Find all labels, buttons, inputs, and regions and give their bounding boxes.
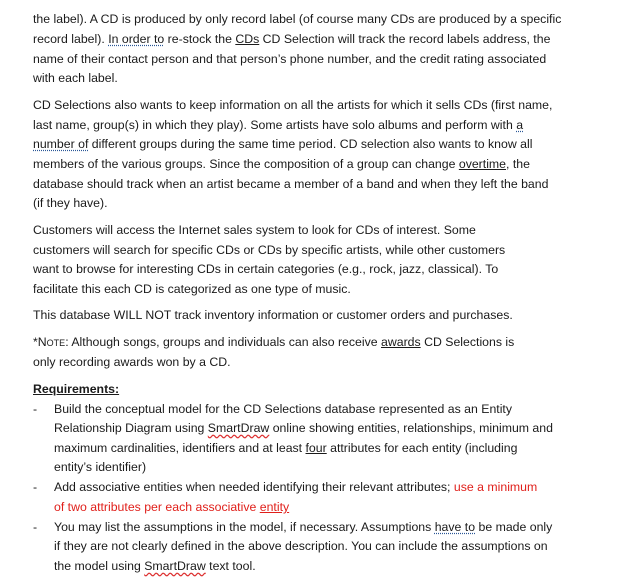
text: with each label. xyxy=(33,71,118,85)
text: the model using xyxy=(54,559,145,573)
bullet-dash: - xyxy=(33,520,38,534)
p2-line-6 xyxy=(33,194,108,214)
text-underlined: awards xyxy=(381,335,421,349)
highlight-text: use a minimum xyxy=(453,480,538,494)
p5-line-2 xyxy=(33,353,231,373)
req3-line-2 xyxy=(54,537,548,557)
req1-line-3 xyxy=(54,439,517,459)
p1-line-1 xyxy=(33,10,561,30)
text: Customers will access the Internet sales system to look for CDs of interest. Some xyxy=(33,223,476,237)
p1-line-2 xyxy=(33,30,550,50)
note-label: Note xyxy=(37,335,66,349)
text: entity’s identifier) xyxy=(54,460,147,474)
text: record label). xyxy=(33,32,109,46)
spelling-flag[interactable]: SmartDraw xyxy=(144,559,206,573)
p2-line-1 xyxy=(33,96,552,116)
text: if they are not clearly defined in the above description. You can include the assumptions on xyxy=(54,539,548,553)
req1-line-1 xyxy=(54,400,512,420)
bullet-dash: - xyxy=(33,480,38,494)
text: facilitate this each CD is categorized as one type of music. xyxy=(33,282,351,296)
text: online showing entities, relationships, minimum and xyxy=(269,421,553,435)
p3-line-1 xyxy=(33,221,476,241)
text: text tool. xyxy=(205,559,256,573)
text: members of the various groups. Since the composition of a group can change xyxy=(33,157,459,171)
text: last name, group(s) in which they play). Some artists have solo albums and perform with xyxy=(33,118,517,132)
text: be made only xyxy=(475,520,553,534)
text: This database WILL NOT track inventory information or customer orders and purchases. xyxy=(33,308,513,322)
requirements-heading xyxy=(33,380,119,400)
p3-line-2 xyxy=(33,241,505,261)
p2-line-5 xyxy=(33,175,548,195)
highlight-text: of two attributes per each associative xyxy=(54,500,260,514)
text: (if they have). xyxy=(33,196,108,210)
text: CD Selections also wants to keep information on all the artists for which it sells CDs (first name, xyxy=(33,98,553,112)
text: name of their contact person and that person’s phone number, and the credit rating associated xyxy=(33,52,547,66)
text-underlined: four xyxy=(305,441,327,455)
text: the label). A CD is produced by only record label (of course many CDs are produced by a specific xyxy=(33,12,562,26)
p5-line-1 xyxy=(33,333,514,353)
p4-line-1 xyxy=(33,306,513,326)
req2-line-2 xyxy=(54,498,289,518)
text-underlined: overtime xyxy=(458,157,507,171)
text: Build the conceptual model for the CD Selections database represented as an Entity xyxy=(54,402,512,416)
text: different groups during the same time period. CD selection also wants to know all xyxy=(88,137,533,151)
text: : Although songs, groups and individuals can also receive xyxy=(65,335,382,349)
heading: Requirements: xyxy=(33,382,120,396)
p2-line-3 xyxy=(33,135,532,155)
spelling-flag[interactable]: SmartDraw xyxy=(207,421,270,435)
p2-line-2 xyxy=(33,116,523,136)
text: want to browse for interesting CDs in certain categories (e.g., rock, jazz, classical). To xyxy=(33,262,499,276)
grammar-flag[interactable]: In order to xyxy=(108,32,165,46)
p3-line-3 xyxy=(33,260,498,280)
p2-line-4 xyxy=(33,155,530,175)
grammar-flag[interactable]: number of xyxy=(33,137,89,151)
p3-line-4 xyxy=(33,280,351,300)
p1-line-3 xyxy=(33,50,546,70)
grammar-flag[interactable]: have to xyxy=(434,520,476,534)
text: customers will search for specific CDs or CDs by specific artists, while other customers xyxy=(33,243,506,257)
text: You may list the assumptions in the model, if necessary. Assumptions xyxy=(54,520,435,534)
text: re-stock the xyxy=(164,32,236,46)
text: only recording awards won by a CD. xyxy=(33,355,231,369)
grammar-flag[interactable]: a xyxy=(516,118,524,132)
req3-line-1 xyxy=(54,518,552,538)
text: maximum cardinalities, identifiers and at least xyxy=(54,441,306,455)
text: database should track when an artist became a member of a band and when they left the band xyxy=(33,177,549,191)
text: CD Selections is xyxy=(420,335,515,349)
req1-line-4 xyxy=(54,458,146,478)
highlight-text-underlined: entity xyxy=(259,500,290,514)
text: CD Selection will track the record labels address, the xyxy=(259,32,551,46)
text: * xyxy=(33,335,38,349)
bullet-dash: - xyxy=(33,402,38,416)
text: Relationship Diagram using xyxy=(54,421,208,435)
text: Add associative entities when needed identifying their relevant attributes; xyxy=(54,480,454,494)
req2-line-1 xyxy=(54,478,537,498)
text-underlined: CDs xyxy=(235,32,260,46)
text: , the xyxy=(506,157,530,171)
req3-line-3 xyxy=(54,557,256,577)
text: attributes for each entity (including xyxy=(326,441,518,455)
p1-line-4 xyxy=(33,69,118,89)
req1-line-2 xyxy=(54,419,553,439)
